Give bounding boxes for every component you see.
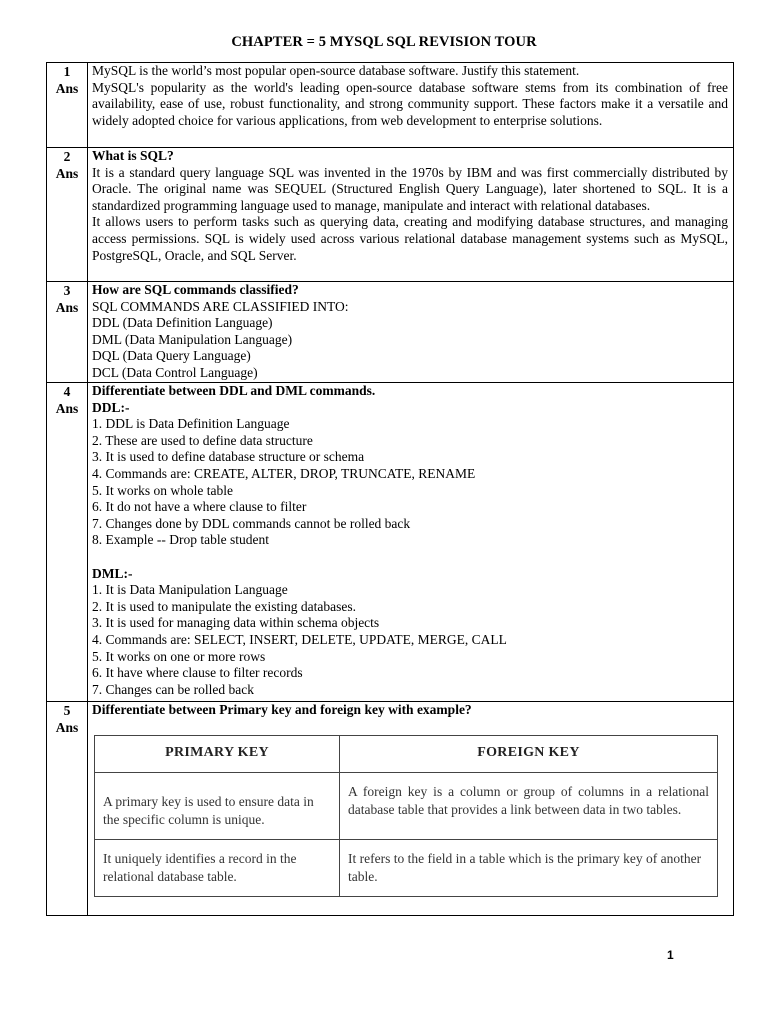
dml-point: 3. It is used for managing data within schema objects [92, 615, 380, 631]
question-text: Differentiate between DDL and DML commands. [92, 383, 376, 398]
dml-point: 4. Commands are: SELECT, INSERT, DELETE, UPDATE, MERGE, CALL [92, 631, 507, 647]
answer-line: DCL (Data Control Language) [92, 364, 258, 380]
ddl-point: 4. Commands are: CREATE, ALTER, DROP, TRUNCATE, RENAME [92, 465, 476, 481]
answer-paragraph: It is a standard query language SQL was invented in the 1970s by IBM and was first commercially distributed by Oracle. The original name was SEQUEL (Structured English Query Language), later shortened to SQL. It is a standardized programming language used to manage, manipulate and interact with relational databases. [92, 164, 728, 213]
question-number: 1 [63, 64, 71, 79]
ans-label: Ans [55, 400, 79, 416]
question-number: 4 [63, 384, 71, 399]
dml-point: 1. It is Data Manipulation Language [92, 582, 288, 598]
comparison-row [95, 772, 718, 839]
comparison-header-row [95, 735, 718, 772]
dml-heading: DML:- [92, 565, 133, 581]
question-number-cell [47, 383, 88, 702]
document-title: CHAPTER = 5 MYSQL SQL REVISION TOUR [231, 34, 537, 50]
answer-paragraph: MySQL's popularity as the world's leading open-source database software stems from its combination of free availability, ease of use, robust functionality, and strong community support. These factors make it a versatile and widely adopted choice for various applications, from web development to enterprise solutions. [92, 79, 728, 128]
ans-label: Ans [55, 299, 79, 315]
question-body [88, 383, 734, 702]
comparison-table [94, 735, 718, 897]
foreign-key-header: FOREIGN KEY [340, 735, 718, 772]
ddl-point: 7. Changes done by DDL commands cannot be rolled back [92, 515, 411, 531]
question-row-2 [47, 148, 734, 282]
question-number-cell [47, 282, 88, 383]
foreign-key-cell: A foreign key is a column or group of columns in a relational database table that provides a link between data in two tables. [340, 772, 718, 839]
ddl-point: 1. DDL is Data Definition Language [92, 416, 290, 432]
dml-point: 2. It is used to manipulate the existing databases. [92, 598, 356, 614]
ddl-point: 6. It do not have a where clause to filter [92, 499, 307, 515]
primary-key-cell: It uniquely identifies a record in the relational database table. [95, 839, 340, 896]
question-number-cell [47, 702, 88, 916]
question-text: How are SQL commands classified? [92, 282, 299, 297]
question-row-5 [47, 702, 734, 916]
question-row-1 [47, 63, 734, 148]
question-body [88, 148, 734, 282]
spacer [92, 549, 728, 566]
dml-point: 7. Changes can be rolled back [92, 681, 254, 697]
primary-key-cell: A primary key is used to ensure data in the specific column is unique. [95, 772, 340, 839]
qa-table [46, 62, 734, 916]
comparison-row [95, 839, 718, 896]
page-number: 1 [667, 948, 674, 962]
question-text: MySQL is the world’s most popular open-source database software. Justify this statement. [92, 63, 580, 78]
foreign-key-cell: It refers to the field in a table which is the primary key of another table. [340, 839, 718, 896]
question-text: What is SQL? [92, 148, 174, 163]
primary-key-header: PRIMARY KEY [95, 735, 340, 772]
dml-point: 6. It have where clause to filter records [92, 665, 303, 681]
dml-point: 5. It works on one or more rows [92, 648, 266, 664]
ddl-heading: DDL:- [92, 399, 130, 415]
question-row-3 [47, 282, 734, 383]
question-body [88, 63, 734, 148]
question-body [88, 702, 734, 916]
ddl-point: 2. These are used to define data structure [92, 432, 313, 448]
question-text: Differentiate between Primary key and foreign key with example? [92, 702, 472, 717]
ans-label: Ans [55, 719, 79, 735]
ans-label: Ans [55, 80, 79, 96]
question-number-cell [47, 63, 88, 148]
question-number: 2 [63, 149, 71, 164]
answer-line: DDL (Data Definition Language) [92, 315, 273, 331]
question-number: 5 [63, 703, 71, 718]
ddl-point: 8. Example -- Drop table student [92, 532, 269, 548]
ddl-point: 3. It is used to define database structure or schema [92, 449, 365, 465]
ddl-point: 5. It works on whole table [92, 482, 233, 498]
question-number-cell [47, 148, 88, 282]
question-number: 3 [63, 283, 71, 298]
question-body [88, 282, 734, 383]
ans-label: Ans [55, 165, 79, 181]
answer-line: SQL COMMANDS ARE CLASSIFIED INTO: [92, 298, 349, 314]
answer-line: DQL (Data Query Language) [92, 348, 251, 364]
question-row-4 [47, 383, 734, 702]
answer-paragraph: It allows users to perform tasks such as querying data, creating and modifying database structures, and managing access permissions. SQL is widely used across various relational database management systems such as MySQL, PostgreSQL, Oracle, and SQL Server. [92, 214, 728, 263]
answer-line: DML (Data Manipulation Language) [92, 331, 293, 347]
